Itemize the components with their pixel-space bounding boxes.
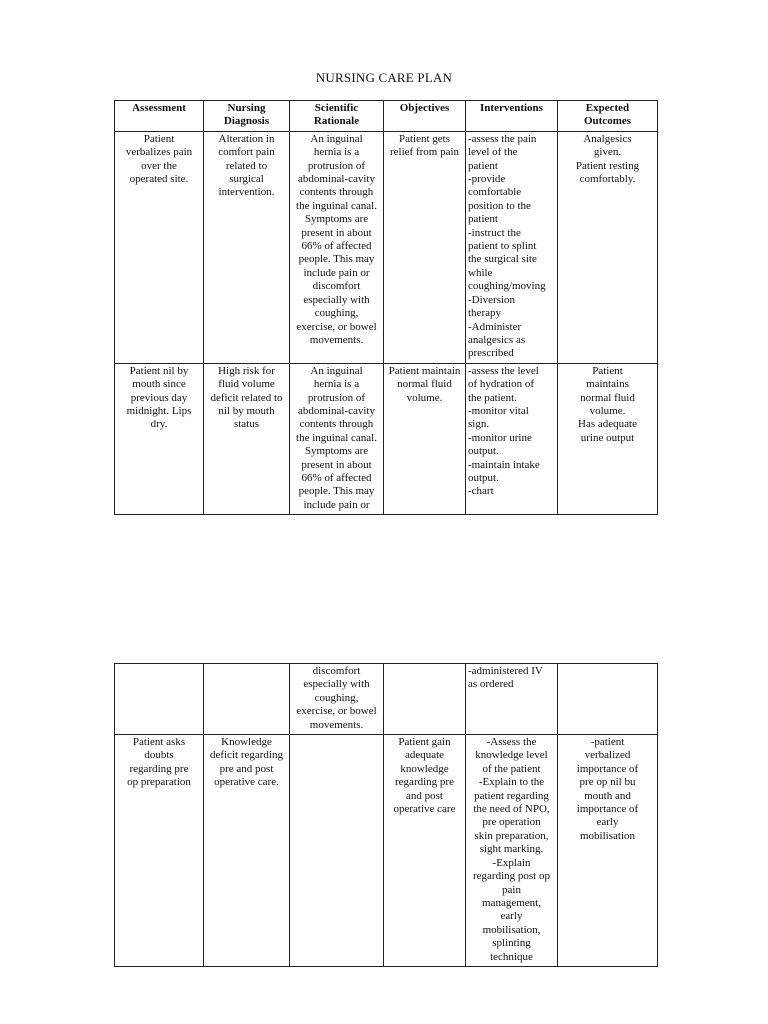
cell-objectives: Patient gets relief from pain [384, 131, 466, 363]
cell-nursing-diagnosis: Knowledge deficit regarding pre and post operative care. [204, 735, 290, 967]
table-row [115, 664, 658, 735]
cell-assessment: Patient nil by mouth since previous day midnight. Lips dry. [115, 363, 204, 514]
cell-scientific-rationale [290, 735, 384, 967]
cell-expected-outcomes: Patient maintains normal fluid volume. Has adequate urine output [558, 363, 658, 514]
cell-nursing-diagnosis: Alteration in comfort pain related to surgical intervention. [204, 131, 290, 363]
cell-objectives: Patient gain adequate knowledge regarding pre and post operative care [384, 735, 466, 967]
table-row [115, 735, 658, 967]
header-interventions: Interventions [466, 101, 558, 132]
page-title: NURSING CARE PLAN [315, 70, 453, 85]
header-objectives: Objectives [384, 101, 466, 132]
cell-expected-outcomes: Analgesics given. Patient resting comfortably. [558, 131, 658, 363]
cell-interventions: -Assess the knowledge level of the patient -Explain to the patient regarding the need of NPO, pre operation skin preparation, sight marking. -Explain regarding post op pain management, early mobilisation, splinting technique [466, 735, 558, 967]
cell-assessment: Patient asks doubts regarding pre op preparation [115, 735, 204, 967]
cell-scientific-rationale: discomfort especially with coughing, exercise, or bowel movements. [290, 664, 384, 735]
header-nursing-diagnosis: Nursing Diagnosis [204, 101, 290, 132]
cell-objectives [384, 664, 466, 735]
header-assessment: Assessment [115, 101, 204, 132]
cell-interventions: -assess the pain level of the patient -provide comfortable position to the patient -instruct the patient to splint the surgical site while coughing/moving -Diversion therapy -Administer analgesics as prescribed [466, 131, 558, 363]
cell-assessment [115, 664, 204, 735]
cell-nursing-diagnosis: High risk for fluid volume deficit related to nil by mouth status [204, 363, 290, 514]
header-scientific-rationale: Scientific Rationale [290, 101, 384, 132]
cell-nursing-diagnosis [204, 664, 290, 735]
header-expected-outcomes: Expected Outcomes [558, 101, 658, 132]
cell-interventions: -assess the level of hydration of the patient. -monitor vital sign. -monitor urine output. -maintain intake output. -chart [466, 363, 558, 514]
table-row [115, 131, 658, 363]
cell-interventions: -administered IV as ordered [466, 664, 558, 735]
cell-expected-outcomes: -patient verbalized importance of pre op nil bu mouth and importance of early mobilisation [558, 735, 658, 967]
cell-expected-outcomes [558, 664, 658, 735]
cell-scientific-rationale: An inguinal hernia is a protrusion of abdominal-cavity contents through the inguinal canal. Symptoms are present in about 66% of affected people. This may include pain or [290, 363, 384, 514]
table-header-row [115, 101, 658, 132]
cell-objectives: Patient maintain normal fluid volume. [384, 363, 466, 514]
care-plan-table-1 [114, 100, 658, 515]
care-plan-table-2 [114, 663, 658, 967]
table-row [115, 363, 658, 514]
cell-scientific-rationale: An inguinal hernia is a protrusion of abdominal-cavity contents through the inguinal canal. Symptoms are present in about 66% of affected people. This may include pain or discomfort especially with coughing, exercise, or bowel movements. [290, 131, 384, 363]
cell-assessment: Patient verbalizes pain over the operated site. [115, 131, 204, 363]
